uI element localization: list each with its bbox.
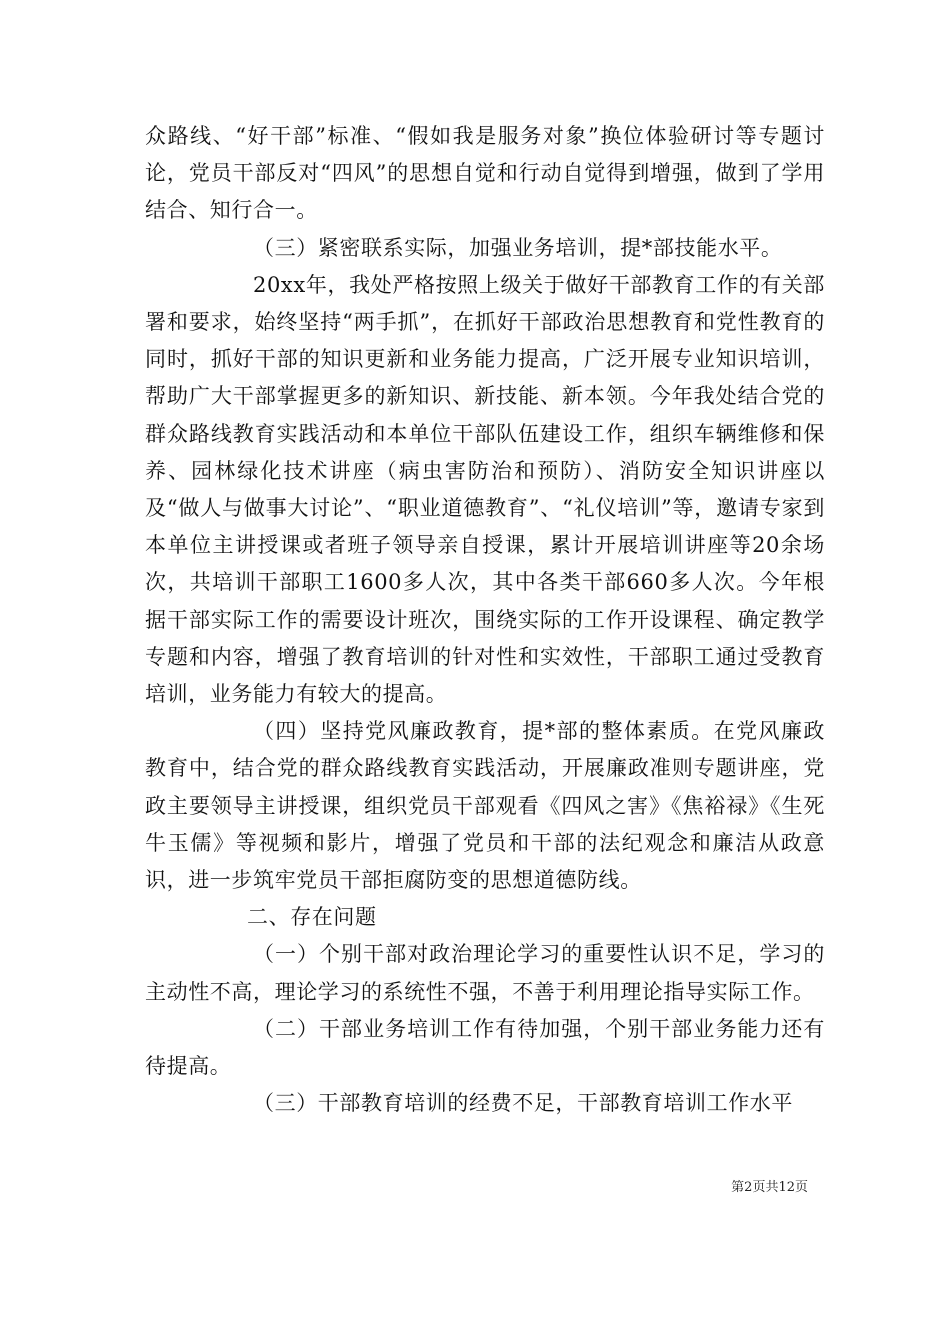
body-text [145,118,825,1122]
subheading-four: （四）坚持党风廉政教育，提*部的整体素质。在党风廉政教育中，结合党的群众路线教育实践活动，开展廉政准则专题讲座，党政主要领导主讲授课，组织党员干部观看《四风之害》《焦裕禄》《生死牛玉儒》等视频和影片，增强了党员和干部的法纪观念和廉洁从政意识，进一步筑牢党员干部拒腐防变的思想道德防线。 [145,719,825,893]
page-number: 第2页共12页 [731,1180,808,1195]
paragraph-continuation: 众路线、“好干部”标准、“假如我是服务对象”换位体验研讨等专题讨论，党员干部反对“四风”的思想自觉和行动自觉得到增强，做到了学用结合、知行合一。 [145,124,825,223]
problem-three: （三）干部教育培训的经费不足，干部教育培训工作水平 [253,1091,793,1116]
problem-two: （二）干部业务培训工作有待加强，个别干部业务能力还有待提高。 [145,1016,825,1079]
section-heading-problems: 二、存在问题 [247,905,377,930]
problem-one: （一）个别干部对政治理论学习的重要性认识不足，学习的主动性不高，理论学习的系统性不强，不善于利用理论指导实际工作。 [145,942,825,1004]
subheading-three: （三）紧密联系实际，加强业务培训，提*部技能水平。 [253,235,783,260]
paragraph-training: 20xx年，我处严格按照上级关于做好干部教育工作的有关部署和要求，始终坚持“两手抓”，在抓好干部政治思想教育和党性教育的同时，抓好干部的知识更新和业务能力提高，广泛开展专业知识培训，帮助广大干部掌握更多的新知识、新技能、新本领。今年我处结合党的群众路线教育实践活动和本单位干部队伍建设工作，组织车辆维修和保养、园林绿化技术讲座（病虫害防治和预防）、消防安全知识讲座以及“做人与做事大讨论”、“职业道德教育”、“礼仪培训”等，邀请专家到本单位主讲授课或者班子领导亲自授课，累计开展培训讲座等20余场次，共培训干部职工1600多人次，其中各类干部660多人次。今年根据干部实际工作的需要设计班次，围绕实际的工作开设课程、确定教学专题和内容，增强了教育培训的针对性和实效性，干部职工通过受教育培训，业务能力有较大的提高。 [145,272,825,707]
